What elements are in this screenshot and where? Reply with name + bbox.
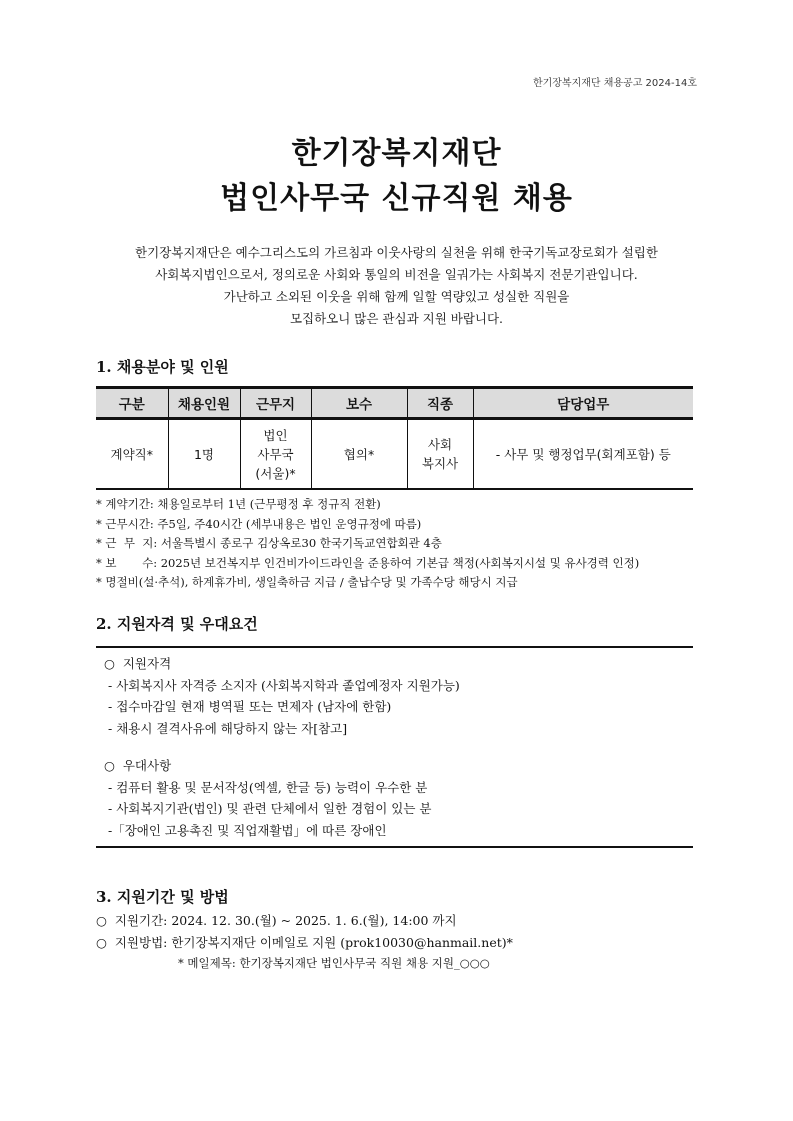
column-header-duty: 담당업무 — [473, 388, 693, 419]
column-header-pay: 보수 — [311, 388, 407, 419]
section-heading-recruitment: 1. 채용분야 및 인원 — [96, 358, 229, 376]
cell-location — [240, 419, 311, 490]
qualifications-box — [96, 646, 693, 848]
note-item: * 근 무 지: 서울특별시 종로구 김상옥로30 한국기독교연합회관 4층 — [96, 536, 442, 550]
list-item: - 사회복지기관(법인) 및 관련 단체에서 일한 경험이 있는 분 — [108, 801, 432, 816]
column-header-count: 채용인원 — [168, 388, 240, 419]
section-heading-qualifications: 2. 지원자격 및 우대요건 — [96, 615, 258, 633]
list-item: - 컴퓨터 활용 및 문서작성(엑셀, 한글 등) 능력이 우수한 분 — [108, 779, 428, 795]
notice-number: 한기장복지재단 채용공고 2024-14호 — [532, 78, 697, 89]
section-heading-application: 3. 지원기간 및 방법 — [96, 888, 229, 906]
cell-job-line: 사회 — [427, 437, 453, 452]
intro-paragraph — [0, 242, 793, 330]
recruitment-table — [96, 386, 693, 490]
cell-count: 1명 — [168, 419, 240, 490]
intro-line: 모집하오니 많은 관심과 지원 바랍니다. — [289, 311, 504, 326]
column-header-location: 근무지 — [240, 388, 311, 419]
cell-duty: - 사무 및 행정업무(회계포함) 등 — [473, 419, 693, 490]
page-title-organization: 한기장복지재단 — [291, 136, 502, 171]
note-item: * 명절비(설·추석), 하계휴가비, 생일축하금 지급 / 출납수당 및 가족수당 해당시 지급 — [96, 575, 518, 589]
qualifications-title: ○ 지원자격 — [104, 656, 172, 671]
email-subject-note: * 메일제목: 한기장복지재단 법인사무국 직원 채용 지원_○○○ — [178, 956, 490, 970]
list-item: - 채용시 결격사유에 해당하지 않는 자[참고] — [108, 720, 348, 736]
employment-notes — [96, 495, 639, 593]
column-header-job: 직종 — [407, 388, 473, 419]
column-header-type: 구분 — [96, 388, 168, 419]
cell-location-line: (서울)* — [255, 465, 296, 481]
table-row — [96, 419, 693, 490]
cell-type: 계약직* — [96, 419, 168, 490]
application-period: ○ 지원기간: 2024. 12. 30.(월) ~ 2025. 1. 6.(월), 14:00 까지 — [96, 913, 457, 928]
preferences-title: ○ 우대사항 — [104, 758, 172, 773]
list-item: - 사회복지사 자격증 소지자 (사회복지학과 졸업예정자 지원가능) — [108, 677, 460, 693]
list-item: - 접수마감일 현재 병역필 또는 면제자 (남자에 한함) — [108, 699, 392, 714]
intro-line: 가난하고 소외된 이웃을 위해 함께 일할 역량있고 성실한 직원을 — [223, 289, 570, 304]
application-method: ○ 지원방법: 한기장복지재단 이메일로 지원 (prok10030@hanmail.net)* — [96, 934, 513, 950]
list-item: -「장애인 고용촉진 및 직업재활법」에 따른 장애인 — [108, 822, 387, 838]
note-item: * 보 수: 2025년 보건복지부 인건비가이드라인을 준용하여 기본급 책정(사회복지시설 및 유사경력 인정) — [96, 555, 640, 570]
note-item: * 근무시간: 주5일, 주40시간 (세부내용은 법인 운영규정에 따름) — [96, 516, 422, 531]
cell-job-line: 복지사 — [421, 456, 459, 471]
cell-location-line: 법인 — [263, 427, 288, 443]
application-details — [96, 910, 513, 975]
intro-line: 사회복지법인으로서, 정의로운 사회와 통일의 비전을 일궈가는 사회복지 전문기관입니다. — [155, 267, 638, 282]
cell-location-line: 사무국 — [257, 446, 294, 462]
cell-job — [407, 419, 473, 490]
note-item: * 계약기간: 채용일로부터 1년 (근무평정 후 정규직 전환) — [96, 497, 381, 511]
intro-line: 한기장복지재단은 예수그리스도의 가르침과 이웃사랑의 실천을 위해 한국기독교장로회가 설립한 — [135, 245, 658, 260]
table-header-row — [96, 388, 693, 419]
cell-pay: 협의* — [311, 419, 407, 490]
page-title-recruitment: 법인사무국 신규직원 채용 — [220, 181, 573, 216]
